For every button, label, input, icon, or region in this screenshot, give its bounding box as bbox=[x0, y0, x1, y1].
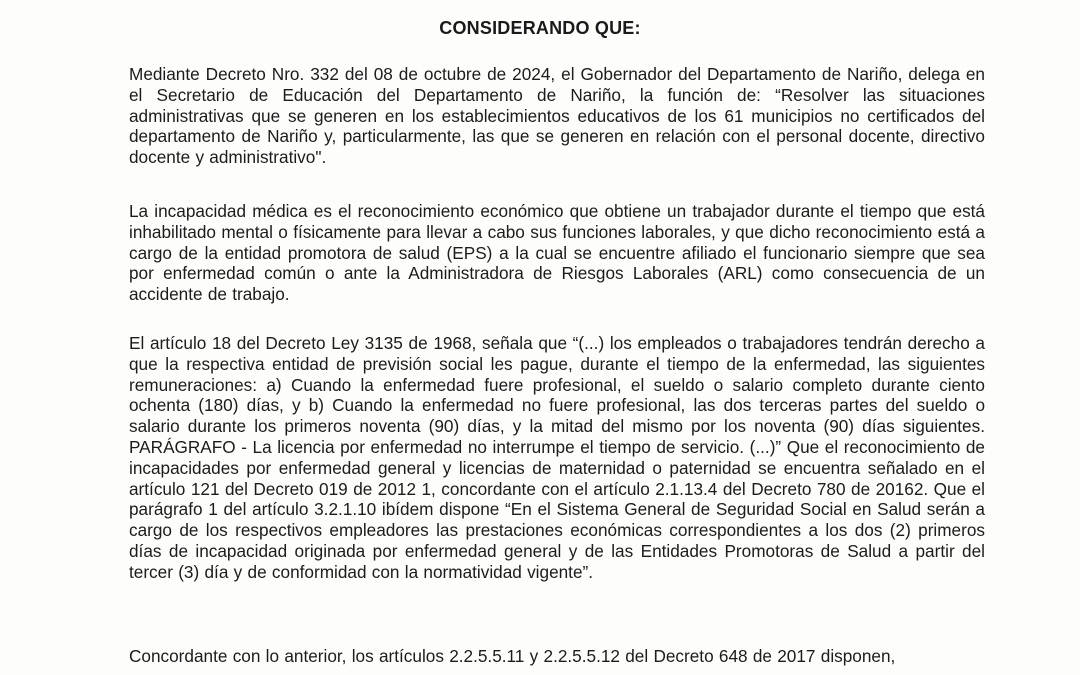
paragraph-decree-648: Concordante con lo anterior, los artículos 2.2.5.5.11 y 2.2.5.5.12 del Decreto 648 de 2017 disponen, bbox=[129, 646, 896, 666]
paragraph-medical-incapacity: La incapacidad médica es el reconocimiento económico que obtiene un trabajador durante el tiempo que está inhabilitado mental o físicamente para llevar a cabo sus funciones laborales, y que dicho reconocimiento está a cargo de la entidad promotora de salud (EPS) a la cual se encuentre afiliado el funcionario siempre que sea por enfermedad común o ante la Administradora de Riesgos Laborales (ARL) como consecuencia de un accidente de trabajo. bbox=[129, 201, 985, 305]
paragraph-article-18: El artículo 18 del Decreto Ley 3135 de 1968, señala que “(...) los empleados o trabajadores tendrán derecho a que la respectiva entidad de previsión social les pague, durante el tiempo de la enfermedad, las siguientes remuneraciones: a) Cuando la enfermedad fuere profesional, el sueldo o salario completo durante ciento ochenta (180) días, y b) Cuando la enfermedad no fuere profesional, las dos terceras partes del sueldo o salario durante los primeros noventa (90) días, y la mitad del mismo por los noventa (90) días siguientes. PARÁGRAFO - La licencia por enfermedad no interrumpe el tiempo de servicio. (...)” Que el reconocimiento de incapacidades por enfermedad general y licencias de maternidad o paternidad se encuentra señalado en el artículo 121 del Decreto 019 de 2012 1, concordante con el artículo 2.1.13.4 del Decreto 780 de 20162. Que el parágrafo 1 del artículo 3.2.1.10 ibídem dispone “En el Sistema General de Seguridad Social en Salud serán a cargo de los respectivos empleadores las prestaciones económicas correspondientes a los dos (2) primeros días de incapacidad originada por enfermedad general y de las Entidades Promotoras de Salud a partir del tercer (3) día y de conformidad con la normatividad vigente”. bbox=[129, 333, 985, 582]
section-heading: CONSIDERANDO QUE: bbox=[439, 18, 641, 38]
paragraph-decree-332: Mediante Decreto Nro. 332 del 08 de octubre de 2024, el Gobernador del Departamento de Nariño, delega en el Secretario de Educación del Departamento de Nariño, la función de: “Resolver las situaciones administrativas que se generen en los establecimientos educativos de los 61 municipios no certificados del departamento de Nariño y, particularmente, las que se generen en relación con el personal docente, directivo docente y administrativo". bbox=[129, 64, 985, 168]
